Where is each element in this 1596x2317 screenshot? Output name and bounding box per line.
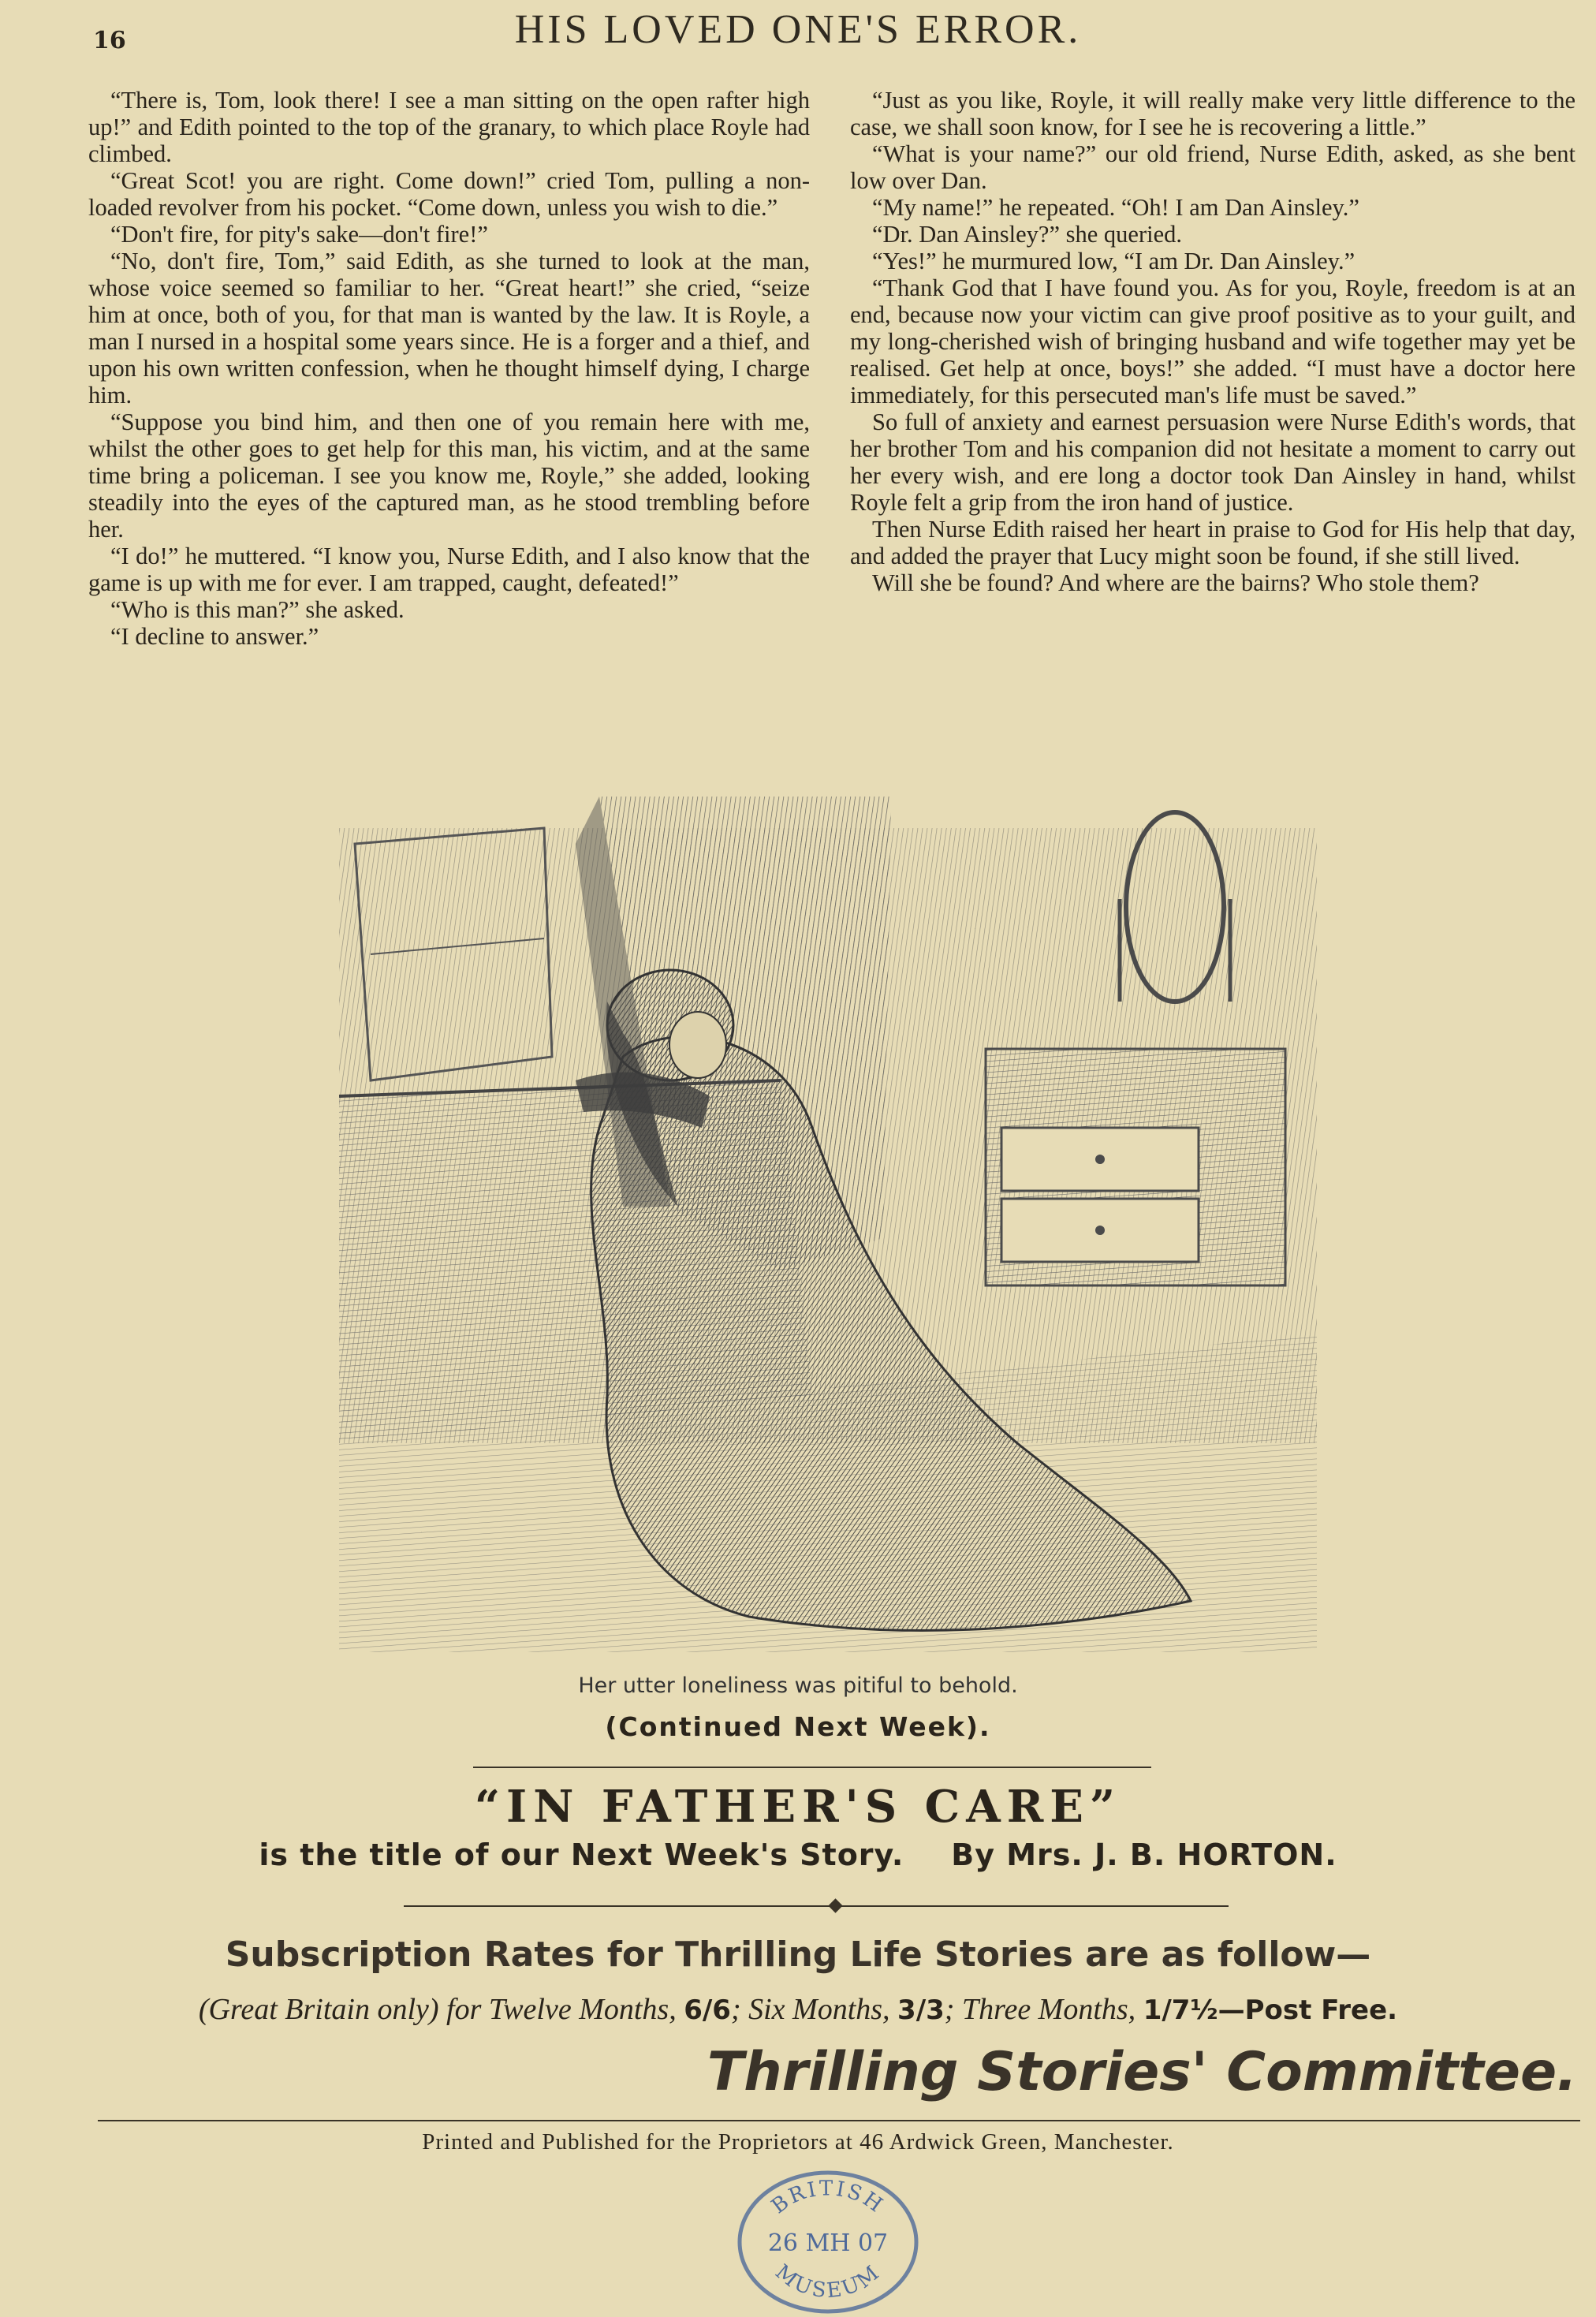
paragraph: “There is, Tom, look there! I see a man sitting on the open rafter high up!” and Edith pointed to the top of the granary, to which place Royle had climbed.	[88, 87, 810, 167]
paragraph: “Great Scot! you are right. Come down!” cried Tom, pulling a non-loaded revolver from his pocket. “Come down, unless you wish to die.”	[88, 167, 810, 221]
continued-notice: (Continued Next Week).	[605, 1711, 991, 1742]
rate-six-label: Six Months,	[748, 1993, 890, 2026]
stamp-bottom-text: MUSEUM	[770, 2259, 886, 2304]
library-stamp	[733, 2167, 923, 2317]
committee-signature: Thrilling Stories' Committee.	[707, 2041, 1577, 2103]
divider	[98, 2120, 1580, 2121]
svg-text:MUSEUM	[770, 2260, 885, 2303]
ornamental-divider	[404, 1905, 1229, 1907]
next-story-author: By Mrs. J. B. HORTON.	[951, 1838, 1337, 1872]
paragraph: “No, don't fire, Tom,” said Edith, as she turned to look at the man, whose voice seemed so familiar to her. “Great heart!” she cried, “seize him at once, both of you, for that man is wanted by the law. It is Royle, a man I nursed in a hospital some years since. He is a forger and a thief, and upon his own written confession, when he thought himself dying, I charge him.	[88, 248, 810, 409]
paragraph: “Thank God that I have found you. As for you, Royle, freedom is at an end, because now your victim can give proof positive as to your guilt, and my long-cherished wish of bringing husband and wife together may yet be realised. Get help at once, boys!” she added. “I must have a doctor here immediately, for this persecuted man's life must be saved.”	[850, 274, 1575, 409]
next-story-line	[0, 1838, 1596, 1872]
rate-post: —Post Free.	[1218, 1994, 1398, 2026]
paragraph: “Suppose you bind him, and then one of you remain here with me, whilst the other goes to get help for this man, his victim, and at the same time bring a policeman. I see you know me, Royle,” she added, looking steadily into the eyes of the captured man, as he stood trembling before her.	[88, 409, 810, 543]
paragraph: “Who is this man?” she asked.	[110, 596, 405, 623]
right-column	[850, 87, 1575, 596]
paragraph: Will she be found? And where are the bairns? Who stole them?	[872, 569, 1479, 596]
next-story-title: “IN FATHER'S CARE”	[474, 1781, 1122, 1833]
rate-twelve-label: for Twelve Months,	[446, 1993, 677, 2026]
subscription-heading: Subscription Rates for Thrilling Life Stories are as follow—	[225, 1935, 1371, 1975]
subscription-rates: (Great Britain only) for Twelve Months, 6/6; Six Months, 3/3; Three Months, 1/7½—Post Free.	[198, 1993, 1398, 2026]
paragraph: “What is your name?” our old friend, Nurse Edith, asked, as she bent low over Dan.	[850, 140, 1575, 194]
rate-region: (Great Britain only)	[198, 1993, 439, 2026]
next-story-text: is the title of our Next Week's Story.	[259, 1838, 904, 1872]
left-column	[88, 87, 810, 650]
running-title: HIS LOVED ONE'S ERROR.	[514, 7, 1082, 52]
paragraph: “I do!” he muttered. “I know you, Nurse Edith, and I also know that the game is up with me for ever. I am trapped, caught, defeated!”	[88, 543, 810, 596]
paragraph: “I decline to answer.”	[110, 623, 319, 650]
paragraph: “My name!” he repeated. “Oh! I am Dan Ainsley.”	[872, 194, 1359, 221]
stamp-date: 26 MH 07	[767, 2229, 889, 2257]
paragraph: “Dr. Dan Ainsley?” she queried.	[872, 221, 1182, 248]
paragraph: Then Nurse Edith raised her heart in praise to God for His help that day, and added the prayer that Lucy might soon be found, if she still lived.	[850, 516, 1575, 569]
paragraph: “Just as you like, Royle, it will really make very little difference to the case, we shall soon know, for I see he is recovering a little.”	[850, 87, 1575, 140]
stamp-top-text: BRITISH	[766, 2177, 889, 2219]
engraving-illustration	[339, 797, 1317, 1652]
paragraph: “Don't fire, for pity's sake—don't fire!”	[110, 221, 488, 248]
rate-three-label: Three Months,	[961, 1993, 1136, 2026]
printer-imprint: Printed and Published for the Proprietors at 46 Ardwick Green, Manchester.	[422, 2129, 1174, 2155]
page-number: 16	[93, 27, 126, 54]
rate-three-price: 1/7½	[1143, 1994, 1218, 2026]
paragraph: “Yes!” he murmured low, “I am Dr. Dan Ainsley.”	[872, 248, 1355, 274]
rate-twelve-price: 6/6	[684, 1994, 731, 2026]
paragraph: So full of anxiety and earnest persuasion were Nurse Edith's words, that her brother Tom and his companion did not hesitate a moment to carry out her every wish, and ere long a doctor took Dan Ainsley in hand, whilst Royle felt a grip from the iron hand of justice.	[850, 409, 1575, 516]
rate-six-price: 3/3	[897, 1994, 945, 2026]
illustration-caption: Her utter loneliness was pitiful to behold.	[578, 1673, 1018, 1698]
divider	[473, 1767, 1151, 1768]
divider-ornament	[828, 1898, 842, 1912]
